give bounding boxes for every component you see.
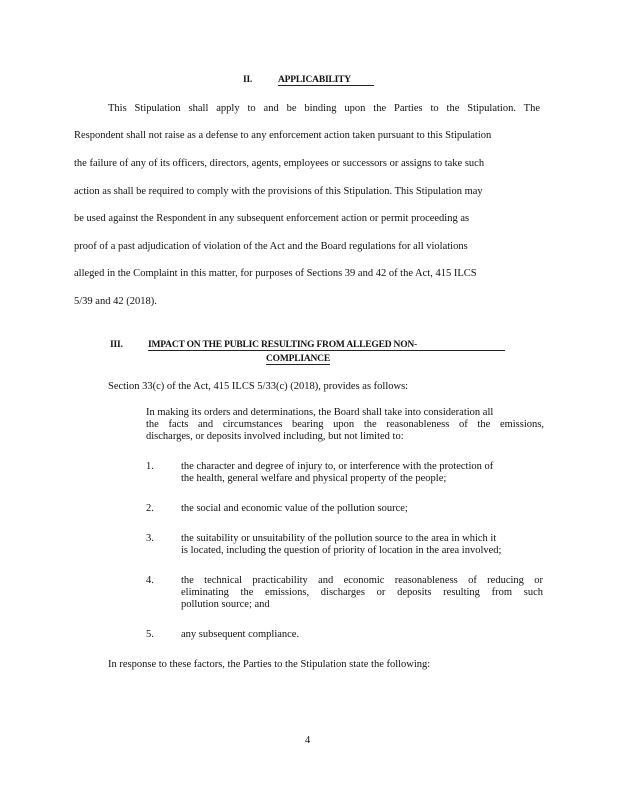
closing-sentence: In response to these factors, the Parties to the Stipulation state the following: <box>108 659 431 670</box>
paragraph-line: alleged in the Complaint in this matter, for purposes of Sections 39 and 42 of the Act, 415 ILCS <box>74 268 477 279</box>
paragraph-line: the failure of any of its officers, directors, agents, employees or successors or assigns to take such <box>74 158 485 169</box>
list-number: 3. <box>146 533 154 544</box>
list-item-line: the suitability or unsuitability of the pollution source to the area in which it <box>181 533 497 544</box>
paragraph-line: proof of a past adjudication of violation of the Act and the Board regulations for all violations <box>74 241 468 252</box>
quote-line: the facts and circumstances bearing upon the reasonableness of the emissions, <box>146 419 544 430</box>
list-number: 4. <box>146 575 154 586</box>
list-item-line: the character and degree of injury to, or interference with the protection of <box>181 461 494 472</box>
section-number: III. <box>110 340 123 350</box>
paragraph-line: This Stipulation shall apply to and be binding upon the Parties to the Stipulation. The <box>108 103 540 114</box>
list-item-line: the health, general welfare and physical property of the people; <box>181 473 447 484</box>
list-number: 1. <box>146 461 154 472</box>
page-number: 4 <box>305 735 311 746</box>
quote-line: In making its orders and determinations, the Board shall take into consideration all <box>146 407 494 418</box>
paragraph-line: be used against the Respondent in any subsequent enforcement action or permit proceeding as <box>74 213 470 224</box>
section-number: II. <box>243 75 253 85</box>
paragraph-line: action as shall be required to comply with the provisions of this Stipulation. This Stipulation may <box>74 186 483 197</box>
section-title: IMPACT ON THE PUBLIC RESULTING FROM ALLEGED NON- <box>148 340 505 351</box>
list-item-line: is located, including the question of priority of location in the area involved; <box>181 545 502 556</box>
intro-sentence: Section 33(c) of the Act, 415 ILCS 5/33(c) (2018), provides as follows: <box>108 381 409 392</box>
quote-line: discharges, or deposits involved including, but not limited to: <box>146 431 404 442</box>
list-item-line: eliminating the emissions, discharges or deposits resulting from such <box>181 587 543 598</box>
list-item-line: any subsequent compliance. <box>181 629 300 640</box>
list-number: 5. <box>146 629 154 640</box>
list-item-line: the technical practicability and economic reasonableness of reducing or <box>181 575 543 586</box>
list-item-line: pollution source; and <box>181 599 270 610</box>
list-item-line: the social and economic value of the pollution source; <box>181 503 408 514</box>
list-number: 2. <box>146 503 154 514</box>
section-title: APPLICABILITY <box>278 75 374 86</box>
paragraph-line: Respondent shall not raise as a defense to any enforcement action taken pursuant to this Stipulation <box>74 130 492 141</box>
paragraph-line: 5/39 and 42 (2018). <box>74 296 157 307</box>
section-title-continued: COMPLIANCE <box>266 354 330 364</box>
